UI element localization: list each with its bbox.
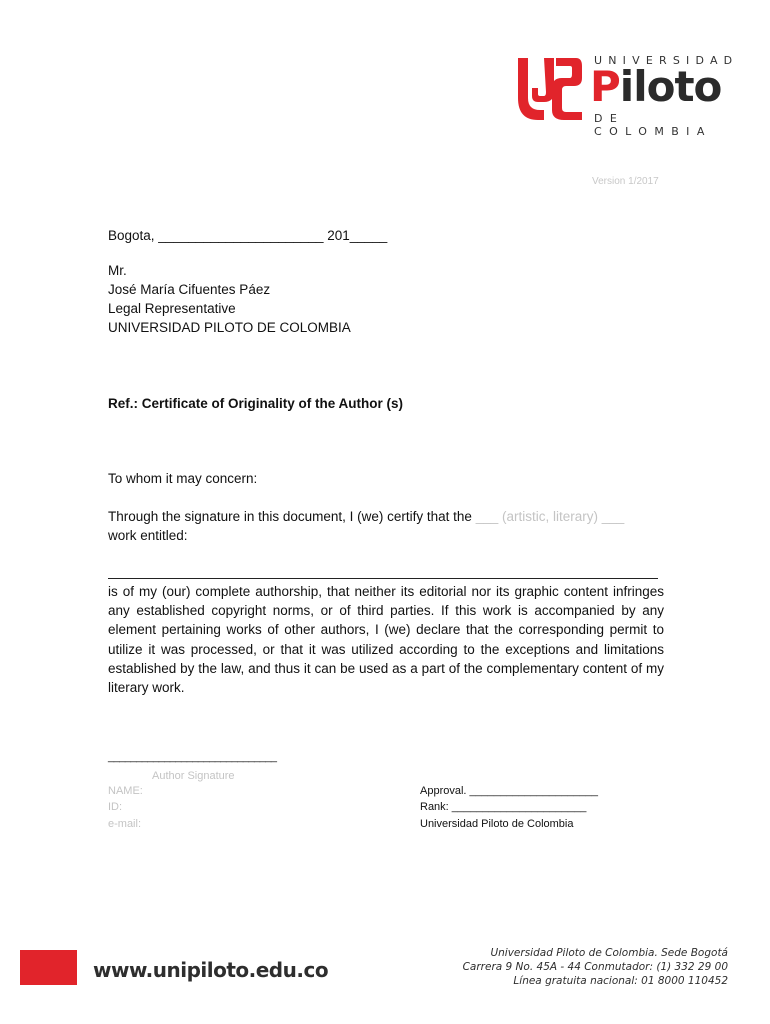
- logo-mark-icon: [514, 52, 584, 124]
- work-type-hint: (artistic, literary): [498, 509, 602, 524]
- certify-line: [108, 507, 664, 526]
- certify-text: Through the signature in this document, I (we) certify that the: [108, 509, 476, 524]
- work-type-blank-1: ___: [475, 509, 499, 524]
- logo-rest: iloto: [619, 62, 722, 111]
- greeting: To whom it may concern:: [108, 471, 258, 486]
- rank-line: Rank: ______________________: [420, 801, 587, 813]
- footer-red-block: [20, 950, 77, 985]
- recipient-org: UNIVERSIDAD PILOTO DE COLOMBIA: [108, 320, 351, 335]
- footer-address-3: Línea gratuita nacional: 01 8000 110452: [513, 975, 728, 987]
- work-entitled-label: work entitled:: [108, 528, 188, 543]
- signature-id-field: ID:: [108, 801, 123, 813]
- footer-url: www.unipiloto.edu.co: [93, 958, 329, 982]
- university-logo: [514, 52, 739, 138]
- approval-line: Approval. _____________________: [420, 785, 598, 797]
- recipient-salutation: Mr.: [108, 263, 127, 278]
- footer-address-2: Carrera 9 No. 45A - 44 Conmutador: (1) 332 29 00: [462, 961, 728, 973]
- recipient-role: Legal Representative: [108, 301, 236, 316]
- recipient-name: José María Cifuentes Páez: [108, 282, 271, 297]
- logo-top-text: UNIVERSIDAD: [594, 54, 739, 67]
- signature-name-field: NAME:: [108, 785, 143, 797]
- signature-email-field: e-mail:: [108, 818, 142, 830]
- version-label: Version 1/2017: [592, 176, 659, 187]
- reference-line: Ref.: Certificate of Originality of the Author (s): [108, 396, 404, 411]
- city-date-line: Bogota, ______________________ 201_____: [108, 228, 388, 243]
- approval-org: Universidad Piloto de Colombia: [420, 818, 574, 830]
- originality-paragraph: is of my (our) complete authorship, that neither its editorial nor its graphic content infringes any established copyright norms, or of third parties. If this work is accompanied by any element pertaining works of other authors, I (we) declare that the corresponding permit to utilize it was processed, or that it was utilized according to the exceptions and limitations established by the law, and thus it can be used as a part of the complementary content of my literary work.: [108, 584, 664, 696]
- logo-bottom-text: DE COLOMBIA: [594, 112, 712, 138]
- logo-main-text: [590, 62, 722, 111]
- work-title-blank-line: [108, 578, 658, 579]
- work-type-blank-2: ___: [601, 509, 625, 524]
- footer-address-1: Universidad Piloto de Colombia. Sede Bogotá: [490, 947, 728, 959]
- signature-label: Author Signature: [152, 770, 235, 782]
- signature-line: ______________________________: [108, 751, 277, 763]
- logo-initial: P: [590, 62, 620, 111]
